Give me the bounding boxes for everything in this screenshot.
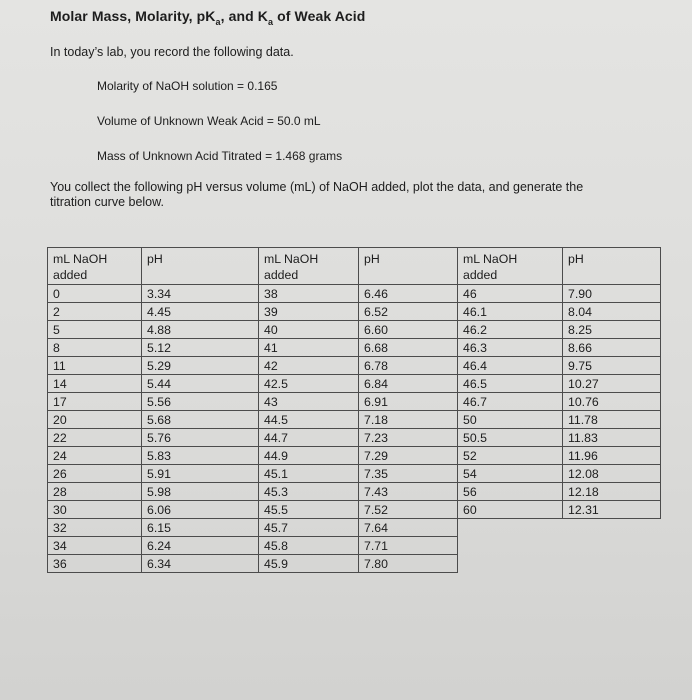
ml-naoh-cell: 56 <box>458 483 563 501</box>
ml-naoh-cell: 11 <box>48 357 142 375</box>
ml-naoh-cell: 44.9 <box>259 447 359 465</box>
ph-cell: 5.68 <box>142 411 259 429</box>
header-ml-naoh: mL NaOH added <box>458 248 563 285</box>
ph-cell: 4.88 <box>142 321 259 339</box>
ph-cell: 7.64 <box>359 519 458 537</box>
ml-naoh-cell: 45.7 <box>259 519 359 537</box>
table-row <box>48 519 661 537</box>
header-ph: pH <box>142 248 259 285</box>
ph-cell: 7.18 <box>359 411 458 429</box>
ph-cell: 5.29 <box>142 357 259 375</box>
ml-naoh-cell: 38 <box>259 285 359 303</box>
ph-cell: 4.45 <box>142 303 259 321</box>
ml-naoh-cell: 46 <box>458 285 563 303</box>
ph-cell: 7.52 <box>359 501 458 519</box>
ml-naoh-cell: 28 <box>48 483 142 501</box>
ml-naoh-cell: 8 <box>48 339 142 357</box>
ml-naoh-cell: 24 <box>48 447 142 465</box>
ml-naoh-cell: 17 <box>48 393 142 411</box>
ph-cell: 7.80 <box>359 555 458 573</box>
ml-naoh-cell: 2 <box>48 303 142 321</box>
intro-text: In today’s lab, you record the following data. <box>50 45 294 59</box>
ph-cell: 6.78 <box>359 357 458 375</box>
ph-cell: 5.44 <box>142 375 259 393</box>
empty-cell <box>563 537 661 555</box>
ph-cell: 6.06 <box>142 501 259 519</box>
acid-volume-text: Volume of Unknown Weak Acid = 50.0 mL <box>97 114 321 128</box>
table-row <box>48 375 661 393</box>
ml-naoh-cell: 44.7 <box>259 429 359 447</box>
ml-naoh-cell: 46.5 <box>458 375 563 393</box>
ph-cell: 6.15 <box>142 519 259 537</box>
ph-cell: 5.76 <box>142 429 259 447</box>
header-ph: pH <box>359 248 458 285</box>
ph-cell: 8.25 <box>563 321 661 339</box>
ml-naoh-cell: 50.5 <box>458 429 563 447</box>
table-row <box>48 501 661 519</box>
header-ml-naoh: mL NaOH added <box>48 248 142 285</box>
ph-cell: 8.04 <box>563 303 661 321</box>
ml-naoh-cell: 45.1 <box>259 465 359 483</box>
ph-cell: 3.34 <box>142 285 259 303</box>
ml-naoh-cell: 0 <box>48 285 142 303</box>
ph-cell: 10.27 <box>563 375 661 393</box>
table-row <box>48 465 661 483</box>
ml-naoh-cell: 42 <box>259 357 359 375</box>
table-row <box>48 447 661 465</box>
table-row <box>48 555 661 573</box>
ml-naoh-cell: 46.4 <box>458 357 563 375</box>
ph-cell: 10.76 <box>563 393 661 411</box>
ph-cell: 6.34 <box>142 555 259 573</box>
ph-cell: 5.56 <box>142 393 259 411</box>
table-row <box>48 357 661 375</box>
ml-naoh-cell: 34 <box>48 537 142 555</box>
ml-naoh-cell: 44.5 <box>259 411 359 429</box>
ph-cell: 6.52 <box>359 303 458 321</box>
titration-data-table <box>47 247 661 573</box>
ph-cell: 5.12 <box>142 339 259 357</box>
page-title: Molar Mass, Molarity, $pK_a$, and $K_a$ of Weak Acid <box>50 8 366 27</box>
ph-cell: 7.23 <box>359 429 458 447</box>
header-ph: pH <box>563 248 661 285</box>
ml-naoh-cell: 30 <box>48 501 142 519</box>
ml-naoh-cell: 45.9 <box>259 555 359 573</box>
ml-naoh-cell: 39 <box>259 303 359 321</box>
header-ml-naoh: mL NaOH added <box>259 248 359 285</box>
ml-naoh-cell: 5 <box>48 321 142 339</box>
ph-cell: 6.91 <box>359 393 458 411</box>
acid-mass-text: Mass of Unknown Acid Titrated = 1.468 grams <box>97 149 343 163</box>
ph-cell: 5.83 <box>142 447 259 465</box>
ml-naoh-cell: 46.2 <box>458 321 563 339</box>
ml-naoh-cell: 46.1 <box>458 303 563 321</box>
ph-cell: 11.96 <box>563 447 661 465</box>
ml-naoh-cell: 26 <box>48 465 142 483</box>
table-row <box>48 303 661 321</box>
ml-naoh-cell: 45.8 <box>259 537 359 555</box>
table-row <box>48 537 661 555</box>
ph-cell: 12.18 <box>563 483 661 501</box>
ml-naoh-cell: 45.3 <box>259 483 359 501</box>
ph-cell: 12.31 <box>563 501 661 519</box>
ml-naoh-cell: 43 <box>259 393 359 411</box>
ph-cell: 11.78 <box>563 411 661 429</box>
ml-naoh-cell: 50 <box>458 411 563 429</box>
ml-naoh-cell: 52 <box>458 447 563 465</box>
ml-naoh-cell: 46.3 <box>458 339 563 357</box>
empty-cell <box>458 537 563 555</box>
ph-cell: 11.83 <box>563 429 661 447</box>
ml-naoh-cell: 54 <box>458 465 563 483</box>
ml-naoh-cell: 32 <box>48 519 142 537</box>
ml-naoh-cell: 46.7 <box>458 393 563 411</box>
ml-naoh-cell: 22 <box>48 429 142 447</box>
table-row <box>48 285 661 303</box>
ph-cell: 7.90 <box>563 285 661 303</box>
ph-cell: 6.60 <box>359 321 458 339</box>
table-row <box>48 321 661 339</box>
ph-cell: 9.75 <box>563 357 661 375</box>
table-row <box>48 429 661 447</box>
ph-cell: 6.68 <box>359 339 458 357</box>
table-row <box>48 411 661 429</box>
ph-cell: 8.66 <box>563 339 661 357</box>
ml-naoh-cell: 60 <box>458 501 563 519</box>
naoh-molarity-text: Molarity of NaOH solution = 0.165 <box>97 79 278 93</box>
ml-naoh-cell: 14 <box>48 375 142 393</box>
ml-naoh-cell: 36 <box>48 555 142 573</box>
empty-cell <box>563 555 661 573</box>
ph-cell: 7.29 <box>359 447 458 465</box>
empty-cell <box>458 555 563 573</box>
ph-cell: 6.84 <box>359 375 458 393</box>
ph-cell: 7.71 <box>359 537 458 555</box>
ml-naoh-cell: 45.5 <box>259 501 359 519</box>
table-row <box>48 393 661 411</box>
ph-cell: 5.98 <box>142 483 259 501</box>
ph-cell: 6.46 <box>359 285 458 303</box>
empty-cell <box>458 519 563 537</box>
ml-naoh-cell: 20 <box>48 411 142 429</box>
ph-cell: 12.08 <box>563 465 661 483</box>
table-header-row <box>48 248 661 285</box>
empty-cell <box>563 519 661 537</box>
ph-cell: 7.35 <box>359 465 458 483</box>
ph-cell: 7.43 <box>359 483 458 501</box>
table-row <box>48 339 661 357</box>
instructions-text: You collect the following pH versus volume (mL) of NaOH added, plot the data, and generate the titration curve below. <box>50 180 584 209</box>
ph-cell: 5.91 <box>142 465 259 483</box>
ml-naoh-cell: 41 <box>259 339 359 357</box>
ph-cell: 6.24 <box>142 537 259 555</box>
ml-naoh-cell: 40 <box>259 321 359 339</box>
table-row <box>48 483 661 501</box>
ml-naoh-cell: 42.5 <box>259 375 359 393</box>
